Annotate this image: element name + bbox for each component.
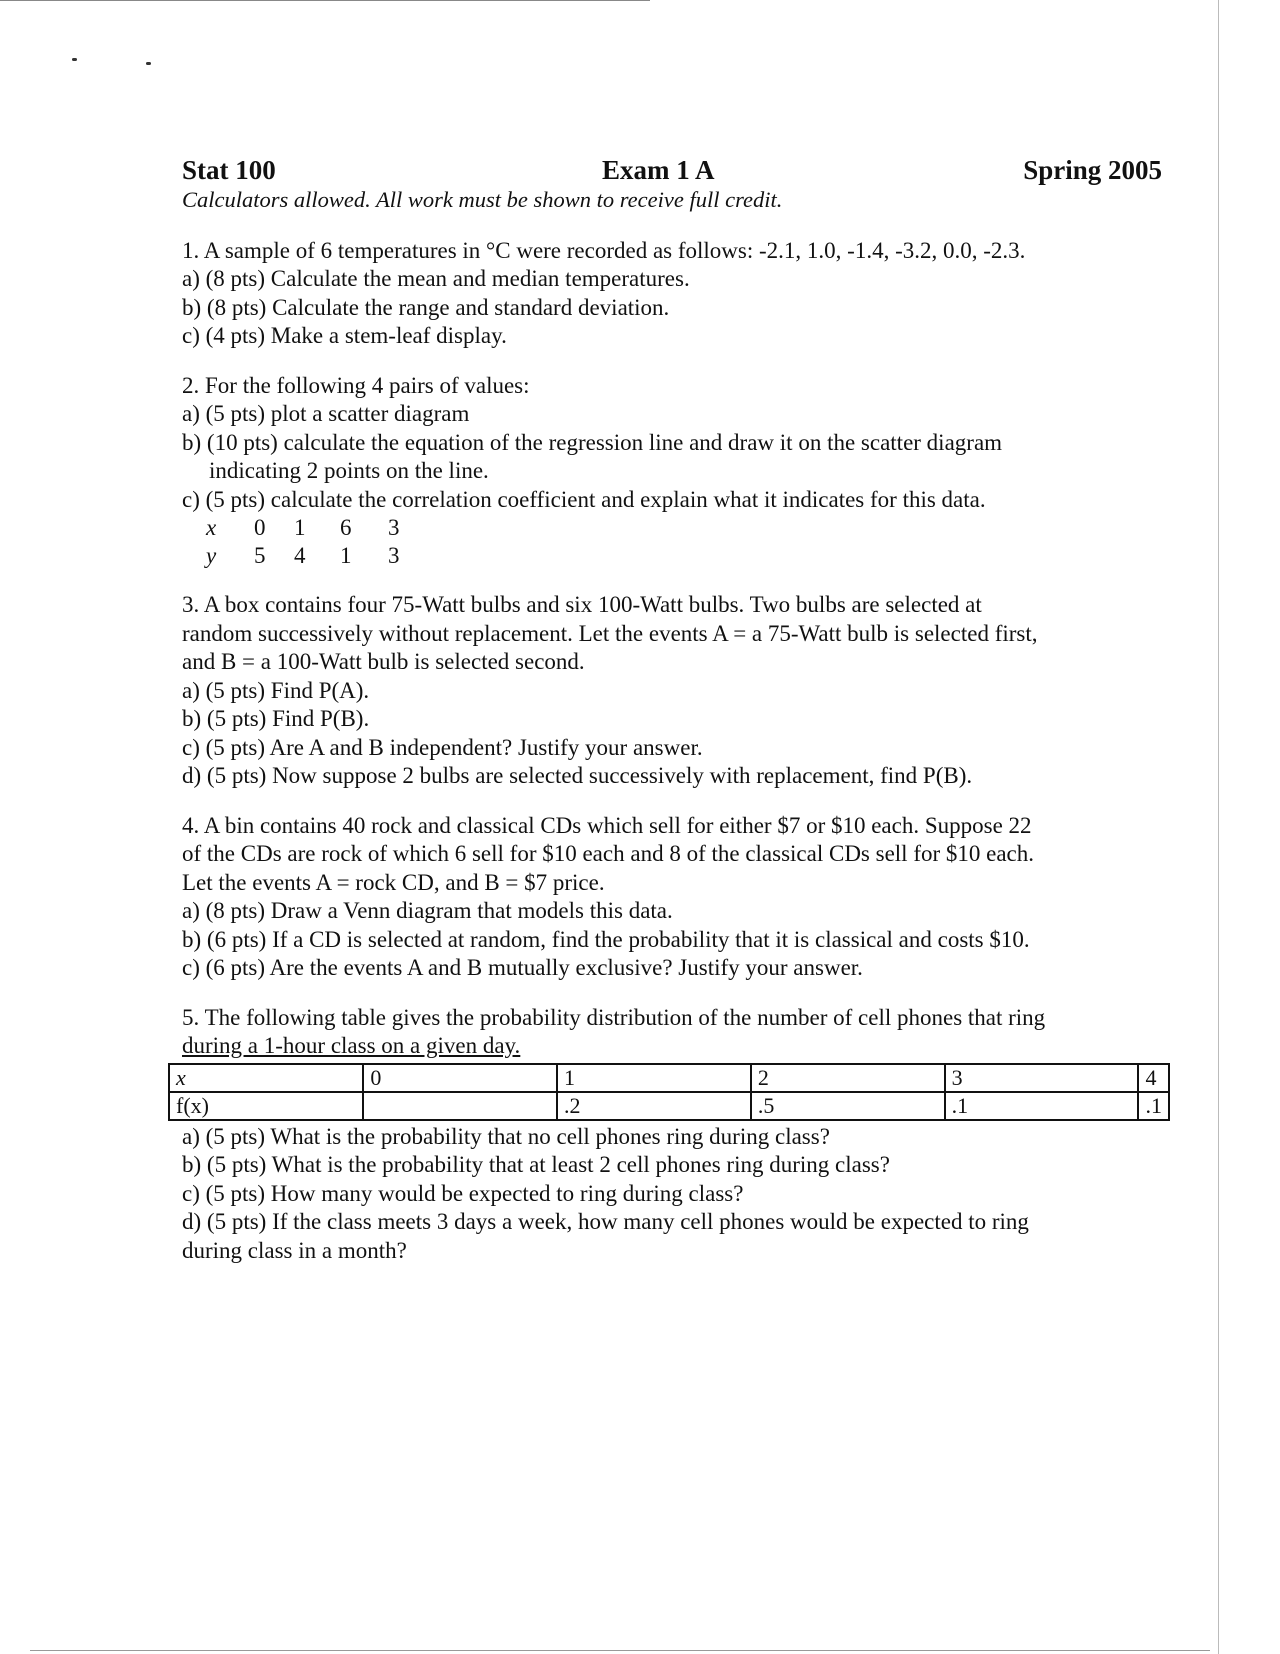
table-cell: 2 — [751, 1064, 945, 1092]
table-row — [169, 1092, 1169, 1120]
table-cell: .5 — [751, 1092, 945, 1120]
question-4 — [182, 812, 1162, 983]
table-row — [169, 1064, 1169, 1092]
x-value: 6 — [340, 515, 352, 540]
question-5a: a) (5 pts) What is the probability that no cell phones ring during class? — [182, 1123, 830, 1149]
question-3 — [182, 591, 1162, 791]
question-1c: c) (4 pts) Make a stem-leaf display. — [182, 323, 507, 348]
x-value: 1 — [294, 515, 306, 540]
probability-distribution-table — [168, 1063, 1170, 1121]
question-1 — [182, 237, 1162, 351]
question-2 — [182, 372, 1162, 571]
question-3-stem-line-3: and B = a 100-Watt bulb is selected second. — [182, 649, 585, 674]
question-1-stem: 1. A sample of 6 temperatures in °C were recorded as follows: -2.1, 1.0, -1.4, -3.2, 0.0, -2.3. — [182, 237, 1026, 263]
table-cell: 4 — [1138, 1064, 1169, 1092]
question-5-stem-line-2: during a 1-hour class on a given day. — [182, 1033, 521, 1058]
question-2b-continued: indicating 2 points on the line. — [209, 458, 489, 483]
table-cell: .1 — [1138, 1092, 1169, 1120]
table-cell: x — [169, 1064, 363, 1092]
scan-border-right — [1218, 0, 1219, 1654]
table-cell: 3 — [945, 1064, 1139, 1092]
exam-page — [176, 154, 1162, 1286]
exam-instructions: Calculators allowed. All work must be shown to receive full credit. — [182, 187, 783, 212]
table-cell: .2 — [557, 1092, 751, 1120]
question-2a: a) (5 pts) plot a scatter diagram — [182, 401, 470, 426]
question-1a: a) (8 pts) Calculate the mean and median temperatures. — [182, 266, 690, 291]
question-4b: b) (6 pts) If a CD is selected at random, find the probability that it is classical and costs $10. — [182, 926, 1030, 952]
y-value: 5 — [254, 543, 266, 568]
scan-border-top — [0, 0, 650, 1]
question-3b: b) (5 pts) Find P(B). — [182, 706, 370, 731]
y-value: 3 — [388, 543, 400, 568]
question-4-stem-line-3: Let the events A = rock CD, and B = $7 price. — [182, 869, 605, 895]
y-value: 4 — [294, 543, 306, 568]
question-3-stem-line-1: 3. A box contains four 75-Watt bulbs and six 100-Watt bulbs. Two bulbs are selected at — [182, 592, 982, 617]
y-label: y — [206, 543, 217, 568]
question-5c: c) (5 pts) How many would be expected to ring during class? — [182, 1180, 744, 1206]
question-3c: c) (5 pts) Are A and B independent? Justify your answer. — [182, 734, 703, 760]
table-cell: .1 — [945, 1092, 1139, 1120]
scan-border-bottom — [30, 1650, 1210, 1651]
exam-header — [182, 154, 1162, 186]
scan-speck — [72, 58, 77, 61]
x-value: 3 — [388, 515, 400, 540]
table-cell — [363, 1092, 557, 1120]
table-cell: f(x) — [169, 1092, 363, 1120]
question-2-stem: 2. For the following 4 pairs of values: — [182, 372, 530, 398]
xy-values-table — [182, 514, 1162, 570]
table-cell: 1 — [557, 1064, 751, 1092]
question-2b: b) (10 pts) calculate the equation of the regression line and draw it on the scatter diagram — [182, 429, 1003, 455]
question-3d: d) (5 pts) Now suppose 2 bulbs are selected successively with replacement, find P(B). — [182, 763, 973, 788]
question-5-stem-line-1: 5. The following table gives the probability distribution of the number of cell phones that ring — [182, 1004, 1046, 1030]
scan-speck — [146, 62, 151, 65]
question-4c: c) (6 pts) Are the events A and B mutually exclusive? Justify your answer. — [182, 955, 863, 980]
question-3-stem-line-2: random successively without replacement. Let the events A = a 75-Watt bulb is selected first, — [182, 620, 1038, 646]
x-value: 0 — [254, 515, 266, 540]
question-4-stem-line-2: of the CDs are rock of which 6 sell for $10 each and 8 of the classical CDs sell for $10 each. — [182, 841, 1035, 866]
course-title: Stat 100 — [182, 155, 276, 185]
question-5b: b) (5 pts) What is the probability that at least 2 cell phones ring during class? — [182, 1152, 890, 1177]
question-5 — [176, 1004, 1162, 1266]
question-5d-continued: during class in a month? — [182, 1237, 407, 1263]
table-cell: 0 — [363, 1064, 557, 1092]
x-label: x — [206, 515, 217, 540]
question-5d: d) (5 pts) If the class meets 3 days a week, how many cell phones would be expected to ring — [182, 1209, 1029, 1234]
question-4a: a) (8 pts) Draw a Venn diagram that models this data. — [182, 898, 673, 923]
exam-title: Exam 1 A — [602, 155, 715, 185]
question-4-stem-line-1: 4. A bin contains 40 rock and classical CDs which sell for either $7 or $10 each. Suppose 22 — [182, 812, 1032, 838]
question-3a: a) (5 pts) Find P(A). — [182, 677, 370, 703]
y-value: 1 — [340, 543, 352, 568]
question-2c: c) (5 pts) calculate the correlation coefficient and explain what it indicates for this data. — [182, 486, 986, 512]
exam-term: Spring 2005 — [1023, 155, 1162, 185]
question-1b: b) (8 pts) Calculate the range and standard deviation. — [182, 294, 670, 320]
